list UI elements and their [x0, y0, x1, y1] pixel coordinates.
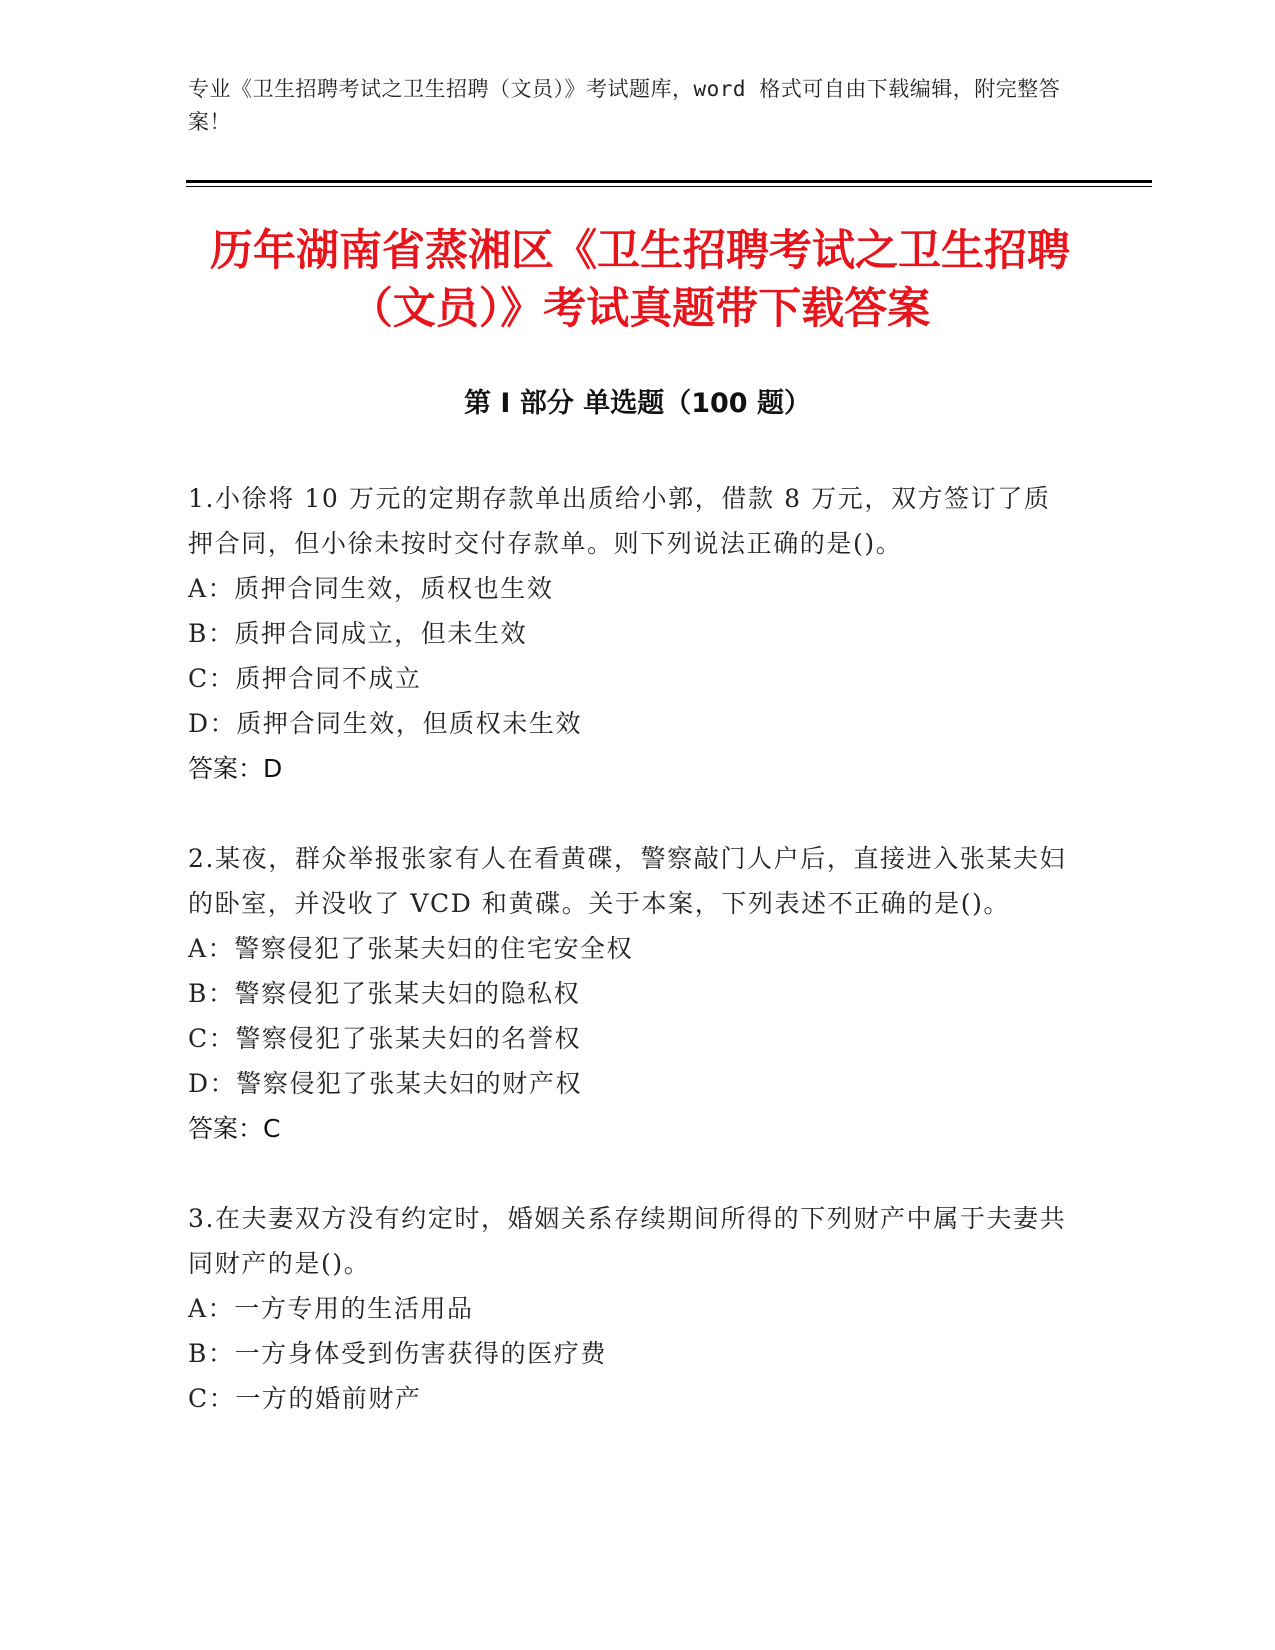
option-c: C：一方的婚前财产: [188, 1384, 422, 1413]
option-c: C：警察侵犯了张某夫妇的名誉权: [188, 1024, 582, 1053]
question-1: [188, 476, 1068, 791]
option-b: B：一方身体受到伤害获得的医疗费: [188, 1339, 607, 1368]
option-d: D：警察侵犯了张某夫妇的财产权: [188, 1069, 583, 1098]
header-note: 专业《卫生招聘考试之卫生招聘（文员）》考试题库，word 格式可自由下载编辑，附完整答案！: [188, 77, 1061, 134]
answer-label: 答案：D: [188, 754, 283, 783]
option-d: D：质押合同生效，但质权未生效: [188, 709, 583, 738]
option-a: A：一方专用的生活用品: [188, 1294, 474, 1323]
question-stem: 1.小徐将 10 万元的定期存款单出质给小郭，借款 8 万元，双方签订了质押合同，但小徐未按时交付存款单。则下列说法正确的是()。: [188, 484, 1051, 558]
option-b: B：警察侵犯了张某夫妇的隐私权: [188, 979, 581, 1008]
section-heading: 第 I 部分 单选题（100 题）: [463, 388, 811, 419]
option-a: A：警察侵犯了张某夫妇的住宅安全权: [188, 934, 634, 963]
question-stem: 3.在夫妻双方没有约定时，婚姻关系存续期间所得的下列财产中属于夫妻共同财产的是()。: [188, 1204, 1067, 1278]
question-stem: 2.某夜，群众举报张家有人在看黄碟，警察敲门人户后，直接进入张某夫妇的卧室，并没收了 VCD 和黄碟。关于本案，下列表述不正确的是()。: [188, 844, 1067, 918]
question-list: [188, 476, 1068, 1466]
option-b: B：质押合同成立，但未生效: [188, 619, 528, 648]
header-divider-thin: [186, 186, 1152, 187]
question-3: [188, 1196, 1068, 1421]
answer-label: 答案：C: [188, 1114, 281, 1143]
header-divider-thick: [186, 180, 1152, 183]
document-title: 历年湖南省蒸湘区《卫生招聘考试之卫生招聘（文员）》考试真题带下载答案: [210, 226, 1070, 334]
option-c: C：质押合同不成立: [188, 664, 422, 693]
option-a: A：质押合同生效，质权也生效: [188, 574, 554, 603]
question-2: [188, 836, 1068, 1151]
